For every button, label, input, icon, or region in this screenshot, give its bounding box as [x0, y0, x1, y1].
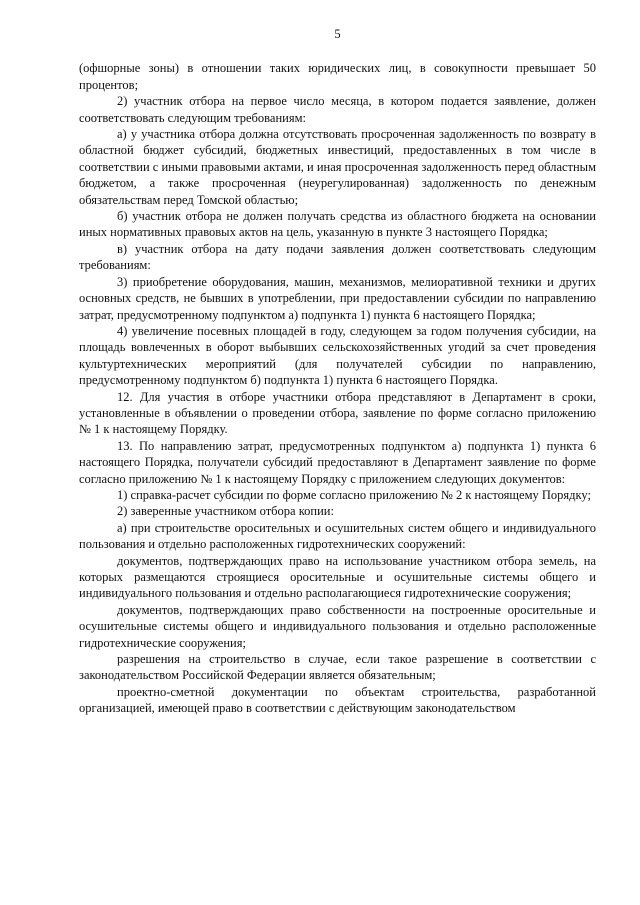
paragraph: проектно-сметной документации по объектам строительства, разработанной организацией, имеющей право в соответствии с действующим законодательством [79, 684, 596, 716]
paragraph: 3) приобретение оборудования, машин, механизмов, мелиоративной техники и других основных средств, не бывших в употреблении, при предоставлении субсидии по направлению затрат, предусмотренному подпунктом а) подпункта 1) пункта 6 настоящего Порядка; [79, 274, 596, 322]
paragraph: 4) увеличение посевных площадей в году, следующем за годом получения субсидии, на площадь вовлеченных в оборот выбывших сельскохозяйственных угодий за счет проведения культуртехнических мероприятий (для получателей субсидии по направлению, предусмотренному подпунктом б) подпункта 1) пункта 6 настоящего Порядка. [79, 323, 596, 388]
paragraph: в) участник отбора на дату подачи заявления должен соответствовать следующим требованиям: [79, 241, 596, 273]
paragraph: 13. По направлению затрат, предусмотренных подпунктом а) подпункта 1) пункта 6 настоящего Порядка, получатели субсидий предоставляют в Департамент заявление по форме согласно приложению № 1 к настоящему Порядку с приложением следующих документов: [79, 438, 596, 486]
paragraph: (офшорные зоны) в отношении таких юридических лиц, в совокупности превышает 50 процентов; [79, 61, 596, 92]
document-body [79, 60, 596, 716]
paragraph: документов, подтверждающих право собственности на построенные оросительные и осушительные системы общего и индивидуального пользования и отдельно расположенные гидротехнические сооружения; [79, 602, 596, 650]
paragraph: 12. Для участия в отборе участники отбора представляют в Департамент в сроки, установленные в объявлении о проведении отбора, заявление по форме согласно приложению № 1 к настоящему Порядку. [79, 389, 596, 437]
paragraph: б) участник отбора не должен получать средства из областного бюджета на основании иных нормативных правовых актов на цель, указанную в пункте 3 настоящего Порядка; [79, 209, 596, 240]
paragraph: а) у участника отбора должна отсутствовать просроченная задолженность по возврату в областной бюджет субсидий, бюджетных инвестиций, предоставленных в том числе в соответствии с иными правовыми актами, и иная просроченная задолженность перед областным бюджетом, а также просроченная (неурегулированная) задолженность по денежным обязательствам перед Томской областью; [79, 127, 596, 207]
paragraph: документов, подтверждающих право на использование участником отбора земель, на которых размещаются строящиеся оросительные и осушительные системы общего и индивидуального пользования и отдельно располагающиеся гидротехнические сооружения; [79, 553, 596, 601]
paragraph: 2) заверенные участником отбора копии: [117, 504, 334, 519]
paragraph: 1) справка-расчет субсидии по форме согласно приложению № 2 к настоящему Порядку; [117, 487, 591, 502]
paragraph: а) при строительстве оросительных и осушительных систем общего и индивидуального пользования и отдельно расположенных гидротехнических сооружений: [79, 520, 596, 552]
paragraph: разрешения на строительство в случае, если такое разрешение в соответствии с законодательством Российской Федерации является обязательным; [79, 652, 596, 683]
page-number: 5 [334, 27, 341, 41]
paragraph: 2) участник отбора на первое число месяца, в котором подается заявление, должен соответствовать следующим требованиям: [79, 94, 596, 125]
